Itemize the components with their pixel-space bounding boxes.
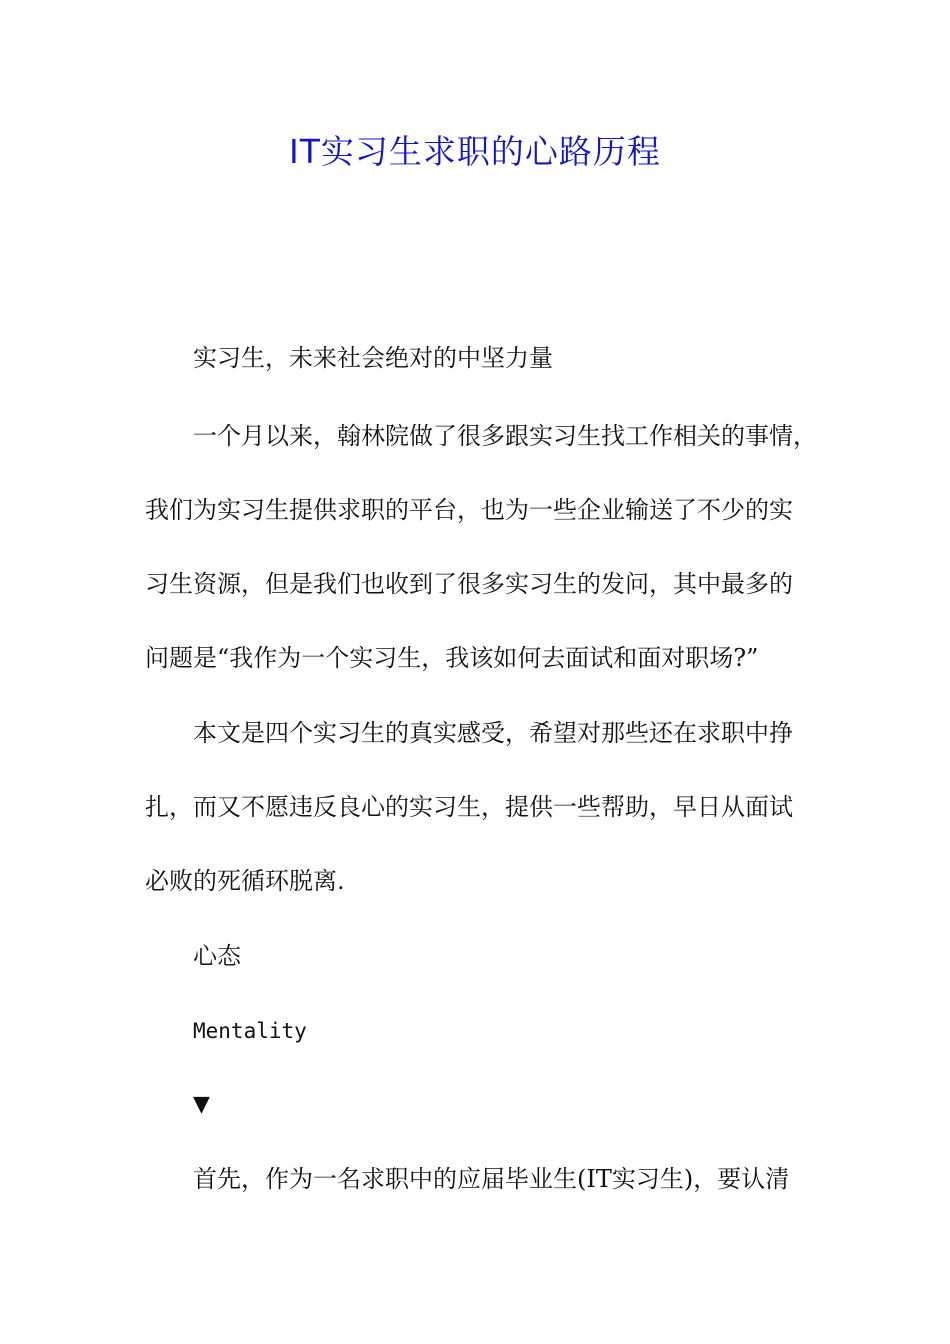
paragraph-line: 扎，而又不愿违反良心的实习生，提供一些帮助，早日从面试: [145, 793, 793, 821]
paragraph-line: 一个月以来，翰林院做了很多跟实习生找工作相关的事情，: [193, 422, 817, 450]
triangle-down-icon: ▼: [193, 1092, 210, 1117]
paragraph-line: 问题是“我作为一个实习生，我该如何去面试和面对职场?”: [145, 644, 759, 672]
paragraph-line: 习生资源，但是我们也收到了很多实习生的发问，其中最多的: [145, 570, 793, 598]
paragraph-line: 必败的死循环脱离.: [145, 867, 345, 895]
section-subheading: Mentality: [193, 1019, 307, 1043]
section-heading: 心态: [193, 942, 241, 970]
document-title: IT实习生求职的心路历程: [289, 132, 661, 171]
paragraph-line: 首先，作为一名求职中的应届毕业生(IT实习生)，要认清: [193, 1165, 790, 1193]
paragraph-line: 我们为实习生提供求职的平台，也为一些企业输送了不少的实: [145, 496, 793, 524]
subheading-line: 实习生，未来社会绝对的中坚力量: [193, 344, 553, 372]
paragraph-line: 本文是四个实习生的真实感受，希望对那些还在求职中挣: [193, 719, 793, 747]
